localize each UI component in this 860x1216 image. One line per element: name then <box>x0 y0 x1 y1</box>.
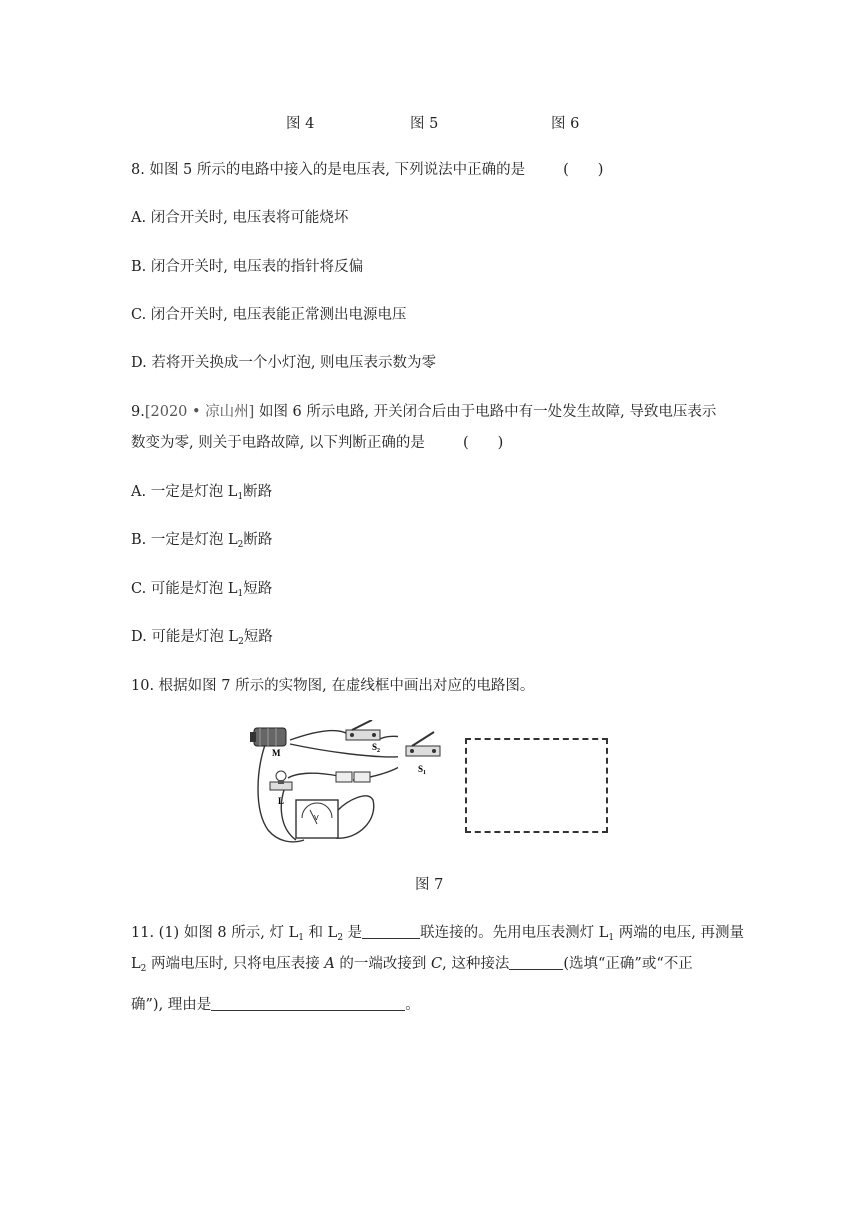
q8-stem: 8. 如图 5 所示的电路中接入的是电压表, 下列说法中正确的是 <box>131 162 526 178</box>
q9-option-b-suffix: 断路 <box>243 532 273 548</box>
figure7-circuit-drawing <box>248 720 398 850</box>
q11-point-a: A <box>324 956 335 972</box>
figure-7-caption: 图 7 <box>415 877 444 893</box>
answer-blank-3[interactable] <box>211 996 405 1011</box>
switch-s1-label: $S_1$ <box>418 764 427 776</box>
q11-sub: 1 <box>608 933 615 943</box>
q8-option-a: A. 闭合开关时, 电压表将可能烧坏 <box>131 210 349 226</box>
q9-option-c-sub: 1 <box>237 589 244 599</box>
q10-stem: 10. 根据如图 7 所示的实物图, 在虚线框中画出对应的电路图。 <box>131 678 535 694</box>
q11-text: , 这种接法 <box>442 956 510 972</box>
wire <box>378 736 398 742</box>
q9-option-b <box>131 529 272 556</box>
figure-label-6: 图 6 <box>551 116 580 132</box>
q8-answer-bracket: ( ) <box>563 162 604 178</box>
q9-stem-text1: 如图 6 所示电路, 开关闭合后由于电路中有一处发生故障, 导致电压表示 <box>258 404 717 420</box>
figure-label-4: 图 4 <box>286 116 315 132</box>
figure7-switch-s1 <box>402 726 452 776</box>
q11-line3 <box>131 994 420 1016</box>
q9-option-a-sub: 1 <box>237 492 244 502</box>
q9-option-c-suffix: 短路 <box>243 581 273 597</box>
wire <box>290 731 348 740</box>
wire <box>336 796 374 838</box>
q8-option-c: C. 闭合开关时, 电压表能正常测出电源电压 <box>131 307 407 323</box>
q9-option-d-prefix: D. 可能是灯泡 L <box>131 629 239 645</box>
answer-blank-2[interactable] <box>509 955 563 970</box>
q9-option-d <box>131 626 273 653</box>
q9-option-d-sub: 2 <box>238 637 244 647</box>
q9-answer-bracket: ( ) <box>462 435 504 451</box>
q9-stem-line1 <box>131 401 716 423</box>
q11-sub: 2 <box>337 933 344 943</box>
wire <box>288 773 338 778</box>
q9-option-c <box>131 578 272 605</box>
q11-sub: 2 <box>140 964 147 974</box>
battery-icon <box>336 772 370 782</box>
q11-line1 <box>131 922 744 949</box>
answer-blank-1[interactable] <box>362 924 420 939</box>
q11-point-c: C <box>431 956 443 972</box>
q11-text: (选填“正确”或“不正 <box>563 956 693 972</box>
wire <box>290 744 398 757</box>
q11-line2 <box>131 953 693 980</box>
q9-option-c-prefix: C. 可能是灯泡 L <box>131 581 238 597</box>
switch-s2-icon <box>346 720 380 740</box>
q9-option-d-suffix: 短路 <box>243 629 273 645</box>
q9-stem-line2 <box>131 432 503 454</box>
q11-sub: 1 <box>298 933 304 943</box>
q11-text: 的一端改接到 <box>334 956 432 972</box>
q9-stem-text2: 数变为零, 则关于电路故障, 以下判断正确的是 <box>131 435 425 451</box>
q9-option-a <box>131 481 272 508</box>
q11-text: 确”), 理由是 <box>131 997 212 1013</box>
q9-source: [2020 • 凉山州] <box>144 404 255 420</box>
q9-number: 9. <box>131 404 145 420</box>
switch-s1-icon <box>406 732 440 756</box>
q11-text: 联连接的。先用电压表测灯 L <box>420 925 609 941</box>
lamp-icon <box>270 771 292 790</box>
answer-dashed-box[interactable] <box>465 738 608 833</box>
q9-option-b-prefix: B. 一定是灯泡 L <box>131 532 238 548</box>
voltmeter-label: V <box>314 815 319 822</box>
q8-stem-line <box>131 159 603 181</box>
q8-option-b: B. 闭合开关时, 电压表的指针将反偏 <box>131 259 364 275</box>
q9-option-b-sub: 2 <box>237 540 244 550</box>
q11-text: 两端电压时, 只将电压表接 <box>146 956 325 972</box>
figure-label-5: 图 5 <box>410 116 439 132</box>
q11-text: 是 <box>343 925 363 941</box>
q11-text: 两端的电压, 再测量 <box>614 925 744 941</box>
motor-icon <box>250 728 286 746</box>
motor-label: M <box>272 748 281 758</box>
q11-text: 和 L <box>303 925 338 941</box>
q11-text: 11. (1) 如图 8 所示, 灯 L <box>131 925 299 941</box>
q9-option-a-suffix: 断路 <box>243 484 273 500</box>
q11-text: 。 <box>405 997 420 1013</box>
lamp-label: L <box>278 796 285 806</box>
q8-option-d: D. 若将开关换成一个小灯泡, 则电压表示数为零 <box>131 355 437 371</box>
q11-text: L <box>131 956 141 972</box>
q9-option-a-prefix: A. 一定是灯泡 L <box>131 484 238 500</box>
switch-s2-label: $S_2$ <box>372 742 381 754</box>
